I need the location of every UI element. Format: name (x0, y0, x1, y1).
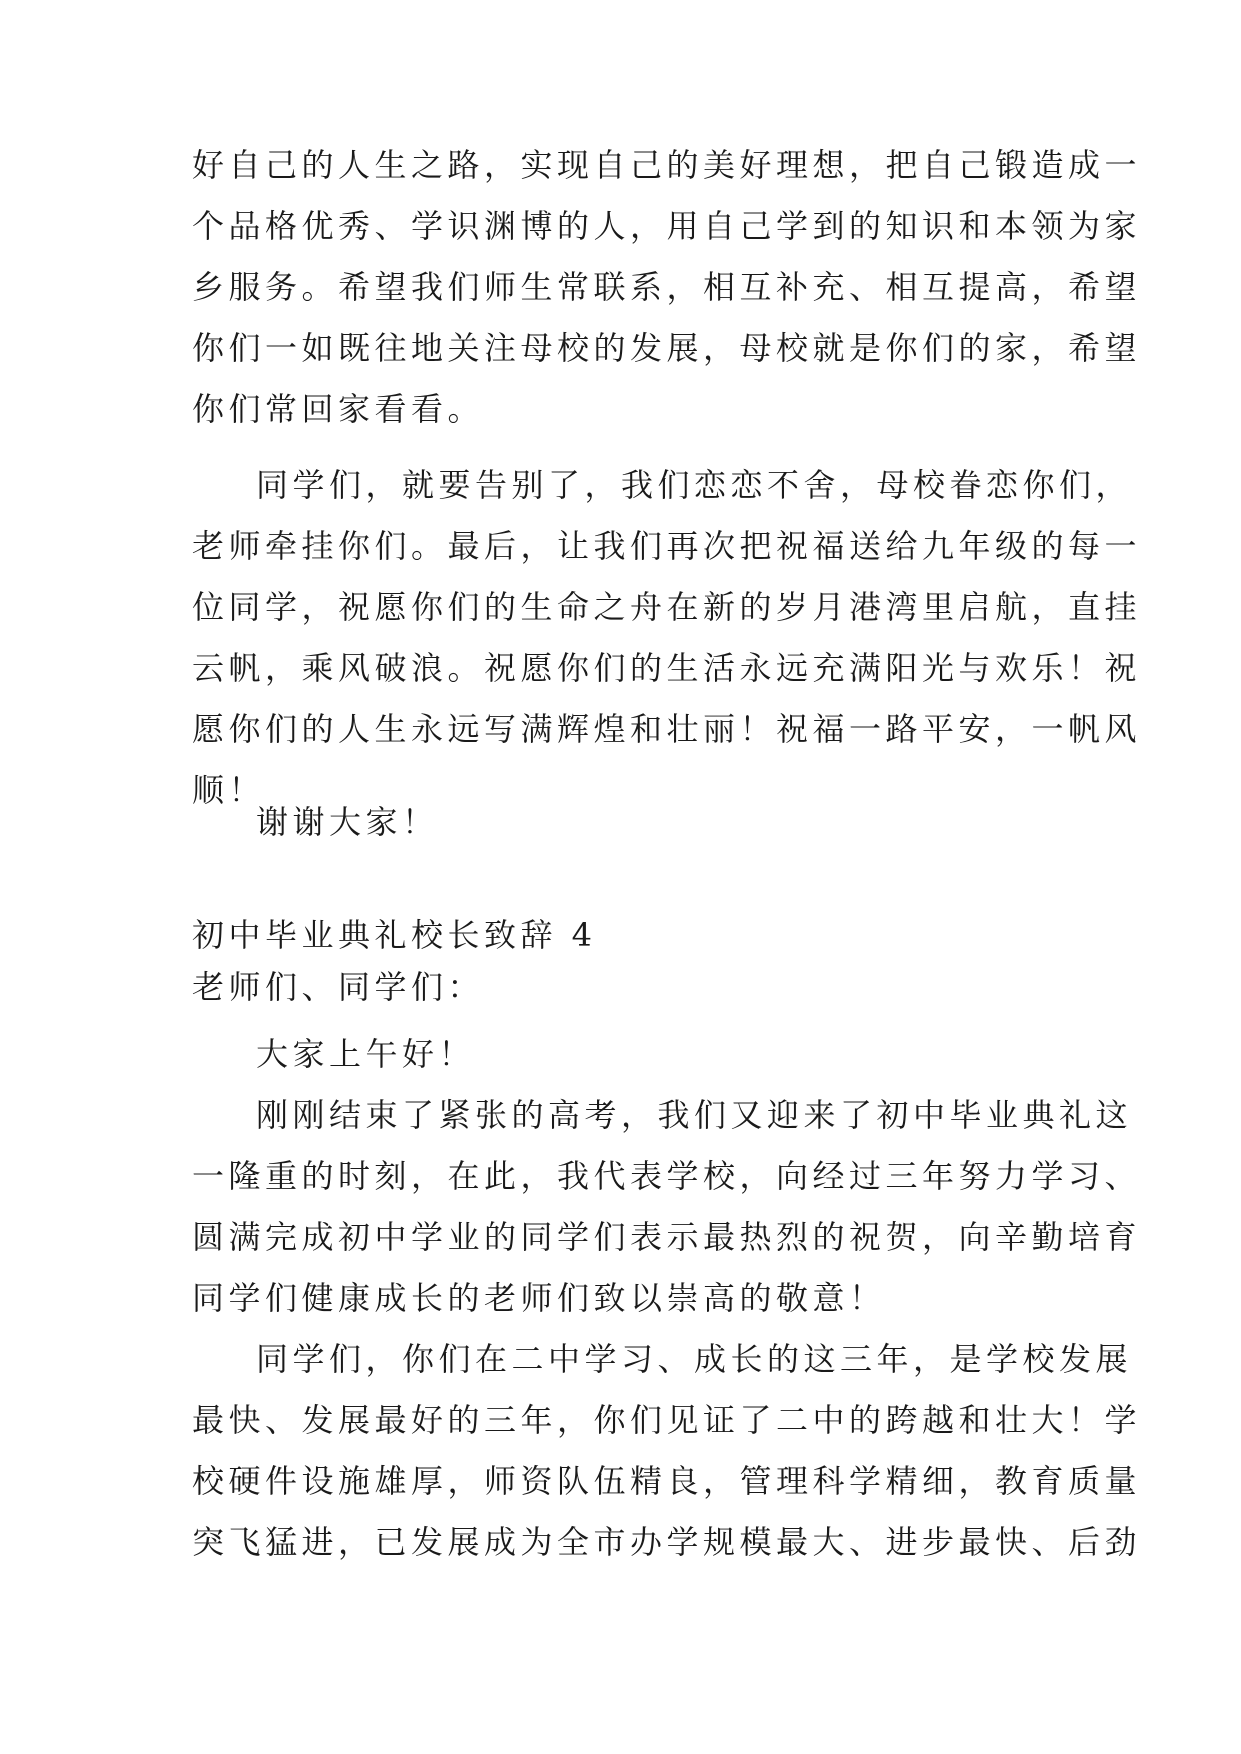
speech-title (192, 910, 1072, 960)
paragraph-continuation (192, 135, 1142, 440)
text-line: 顺！ (192, 771, 266, 809)
text-line: 好自己的人生之路，实现自己的美好理想，把自己锻造成一 (192, 146, 1142, 184)
paragraph-congratulations (192, 1085, 1142, 1329)
text-line: 最快、发展最好的三年，你们见证了二中的跨越和壮大！学 (192, 1401, 1142, 1439)
section-heading: 初中毕业典礼校长致辞 4 (192, 916, 597, 954)
text-line: 你们一如既往地关注母校的发展，母校就是你们的家，希望 (192, 329, 1142, 367)
salutation (192, 962, 1072, 1012)
paragraph-school-development (192, 1329, 1142, 1573)
text-line: 谢谢大家！ (256, 803, 439, 841)
text-line: 个品格优秀、学识渊博的人，用自己学到的知识和本领为家 (192, 207, 1142, 245)
greeting (192, 1024, 1072, 1085)
text-line: 老师牵挂你们。最后，让我们再次把祝福送给九年级的每一 (192, 527, 1142, 565)
text-line: 云帆，乘风破浪。祝愿你们的生活永远充满阳光与欢乐！祝 (192, 649, 1142, 687)
text-line: 同学们，就要告别了，我们恋恋不舍，母校眷恋你们， (256, 466, 1133, 504)
text-line: 圆满完成初中学业的同学们表示最热烈的祝贺，向辛勤培育 (192, 1218, 1142, 1256)
paragraph-thanks (192, 792, 1072, 853)
greeting-text: 大家上午好！ (256, 1035, 476, 1073)
text-line: 愿你们的人生永远写满辉煌和壮丽！祝福一路平安，一帆风 (192, 710, 1142, 748)
text-line: 你们常回家看看。 (192, 390, 485, 428)
text-line: 校硬件设施雄厚，师资队伍精良，管理科学精细，教育质量 (192, 1462, 1142, 1500)
text-line: 一隆重的时刻，在此，我代表学校，向经过三年努力学习、 (192, 1157, 1142, 1195)
text-line: 突飞猛进，已发展成为全市办学规模最大、进步最快、后劲 (192, 1523, 1142, 1561)
text-line: 位同学，祝愿你们的生命之舟在新的岁月港湾里启航，直挂 (192, 588, 1142, 626)
text-line: 刚刚结束了紧张的高考，我们又迎来了初中毕业典礼这 (256, 1096, 1133, 1134)
paragraph-farewell (192, 455, 1142, 821)
salutation-text: 老师们、同学们： (192, 968, 485, 1006)
text-line: 同学们，你们在二中学习、成长的这三年，是学校发展 (256, 1340, 1133, 1378)
text-line: 同学们健康成长的老师们致以崇高的敬意！ (192, 1279, 886, 1317)
text-line: 乡服务。希望我们师生常联系，相互补充、相互提高，希望 (192, 268, 1142, 306)
